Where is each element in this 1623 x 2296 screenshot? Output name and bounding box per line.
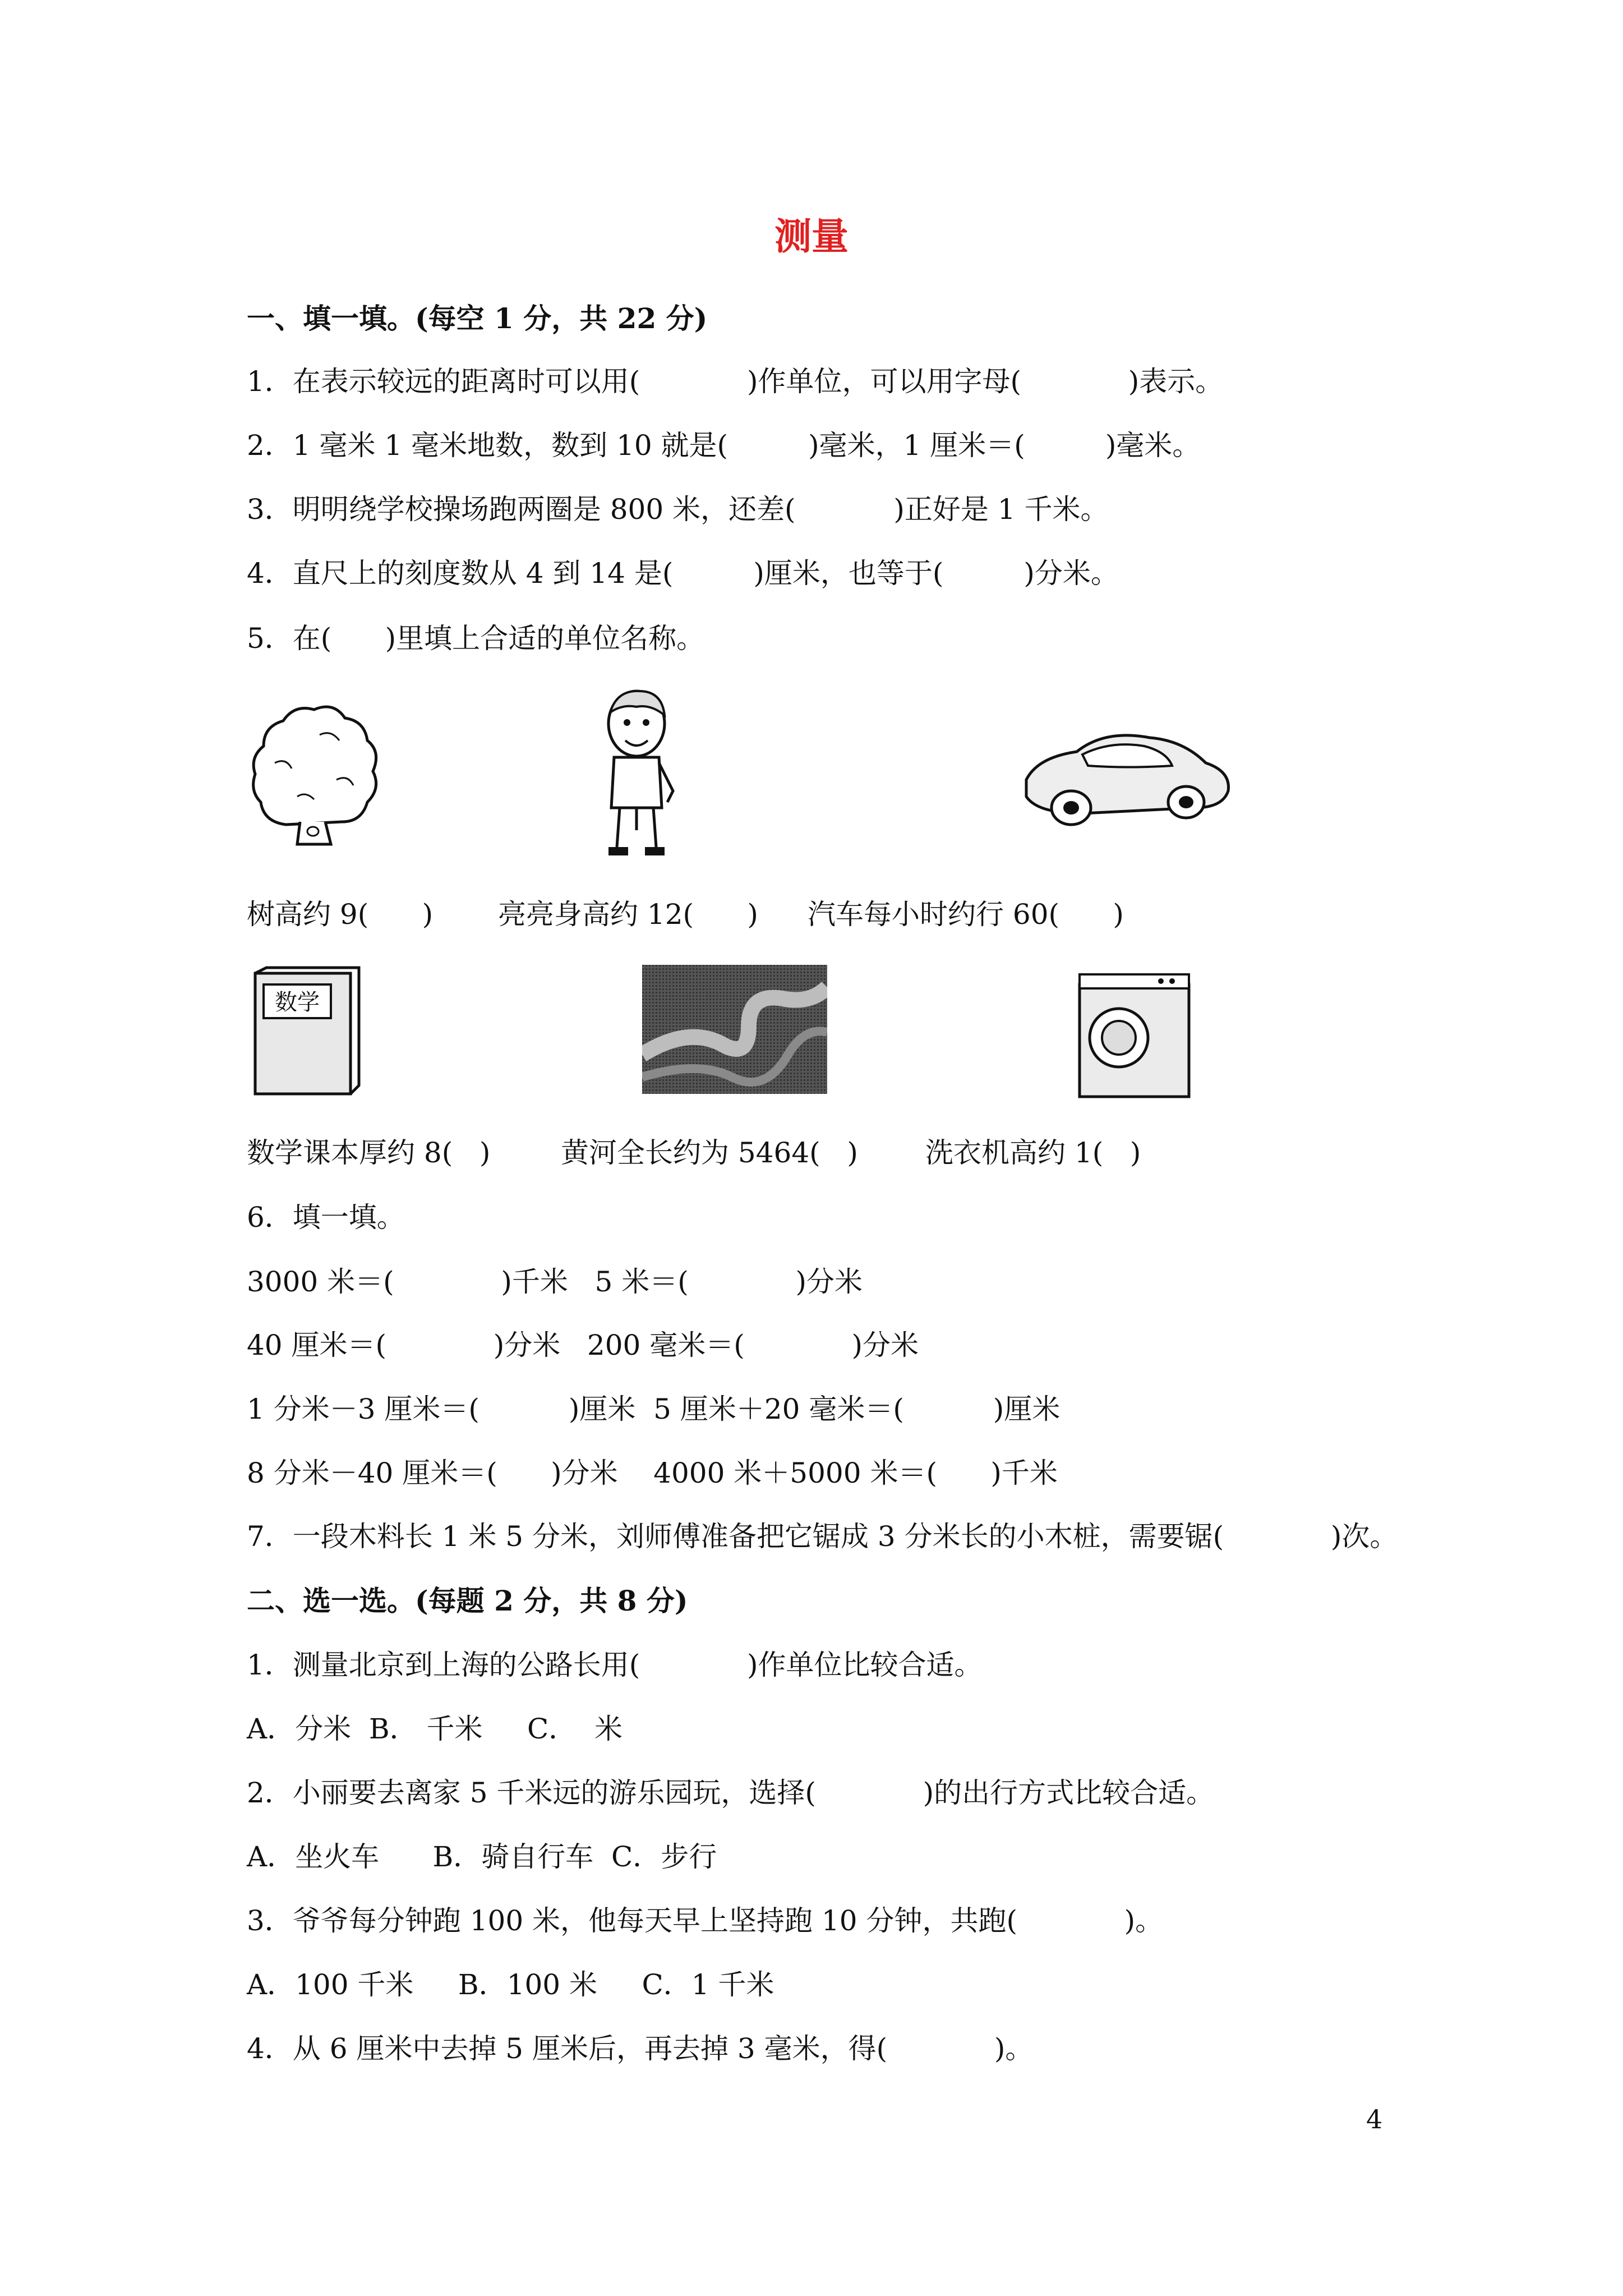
question-1-2: 2．1 毫米 1 毫米地数，数到 10 就是( )毫米，1 厘米＝( )毫米。 — [247, 429, 1201, 462]
q6-line-3: 1 分米－3 厘米＝( )厘米 5 厘米＋20 毫米＝( )厘米 — [247, 1393, 1061, 1425]
question-2-2: 2．小丽要去离家 5 千米远的游乐园玩，选择( )的出行方式比较合适。 — [247, 1777, 1215, 1809]
section-2-heading: 二、选一选。(每题 2 分，共 8 分) — [247, 1584, 688, 1617]
caption-washer: 洗衣机高约 1( ) — [925, 1137, 1141, 1169]
question-2-4: 4．从 6 厘米中去掉 5 厘米后，再去掉 3 毫米，得( )。 — [247, 2032, 1034, 2065]
question-1-1: 1．在表示较远的距离时可以用( )作单位，可以用字母( )表示。 — [247, 365, 1224, 398]
question-2-1-options: A．分米 B． 千米 C． 米 — [247, 1713, 623, 1745]
q6-line-2: 40 厘米＝( )分米 200 毫米＝( )分米 — [247, 1329, 919, 1361]
boy-illustration — [589, 684, 690, 864]
question-1-5: 5．在( )里填上合适的单位名称。 — [247, 622, 705, 655]
math-book-illustration — [247, 965, 365, 1099]
question-1-4: 4．直尺上的刻度数从 4 到 14 是( )厘米，也等于( )分米。 — [247, 557, 1119, 590]
question-2-2-options: A．坐火车 B．骑自行车 C．步行 — [247, 1841, 717, 1873]
question-1-3: 3．明明绕学校操场跑两圈是 800 米，还差( )正好是 1 千米。 — [247, 493, 1109, 526]
tree-illustration — [247, 696, 381, 847]
section-1-heading: 一、填一填。(每空 1 分，共 22 分) — [247, 302, 708, 335]
q6-line-1: 3000 米＝( )千米 5 米＝( )分米 — [247, 1266, 863, 1298]
page-number: 4 — [1366, 2104, 1383, 2134]
question-2-3-options: A．100 千米 B．100 米 C．1 千米 — [247, 1968, 774, 2001]
page-title: 测量 — [774, 214, 849, 258]
yellow-river-photo — [642, 965, 827, 1094]
caption-boy: 亮亮身高约 12( ) — [498, 898, 758, 931]
caption-book: 数学课本厚约 8( ) — [247, 1137, 491, 1169]
book-cover-text: 数学 — [275, 990, 320, 1015]
question-2-1: 1．测量北京到上海的公路长用( )作单位比较合适。 — [247, 1649, 983, 1681]
caption-car: 汽车每小时约行 60( ) — [808, 898, 1124, 931]
question-1-7: 7．一段木料长 1 米 5 分米，刘师傅准备把它锯成 3 分米长的小木桩，需要锯( )次。 — [247, 1520, 1398, 1553]
washing-machine-illustration — [1071, 968, 1200, 1102]
question-1-6: 6．填一填。 — [247, 1201, 405, 1234]
car-illustration — [1015, 724, 1234, 830]
caption-river: 黄河全长约为 5464( ) — [561, 1137, 858, 1169]
question-2-3: 3．爷爷每分钟跑 100 米，他每天早上坚持跑 10 分钟，共跑( )。 — [247, 1904, 1164, 1937]
caption-tree: 树高约 9( ) — [247, 898, 434, 931]
q6-line-4: 8 分米－40 厘米＝( )分米 4000 米＋5000 米＝( )千米 — [247, 1457, 1058, 1489]
